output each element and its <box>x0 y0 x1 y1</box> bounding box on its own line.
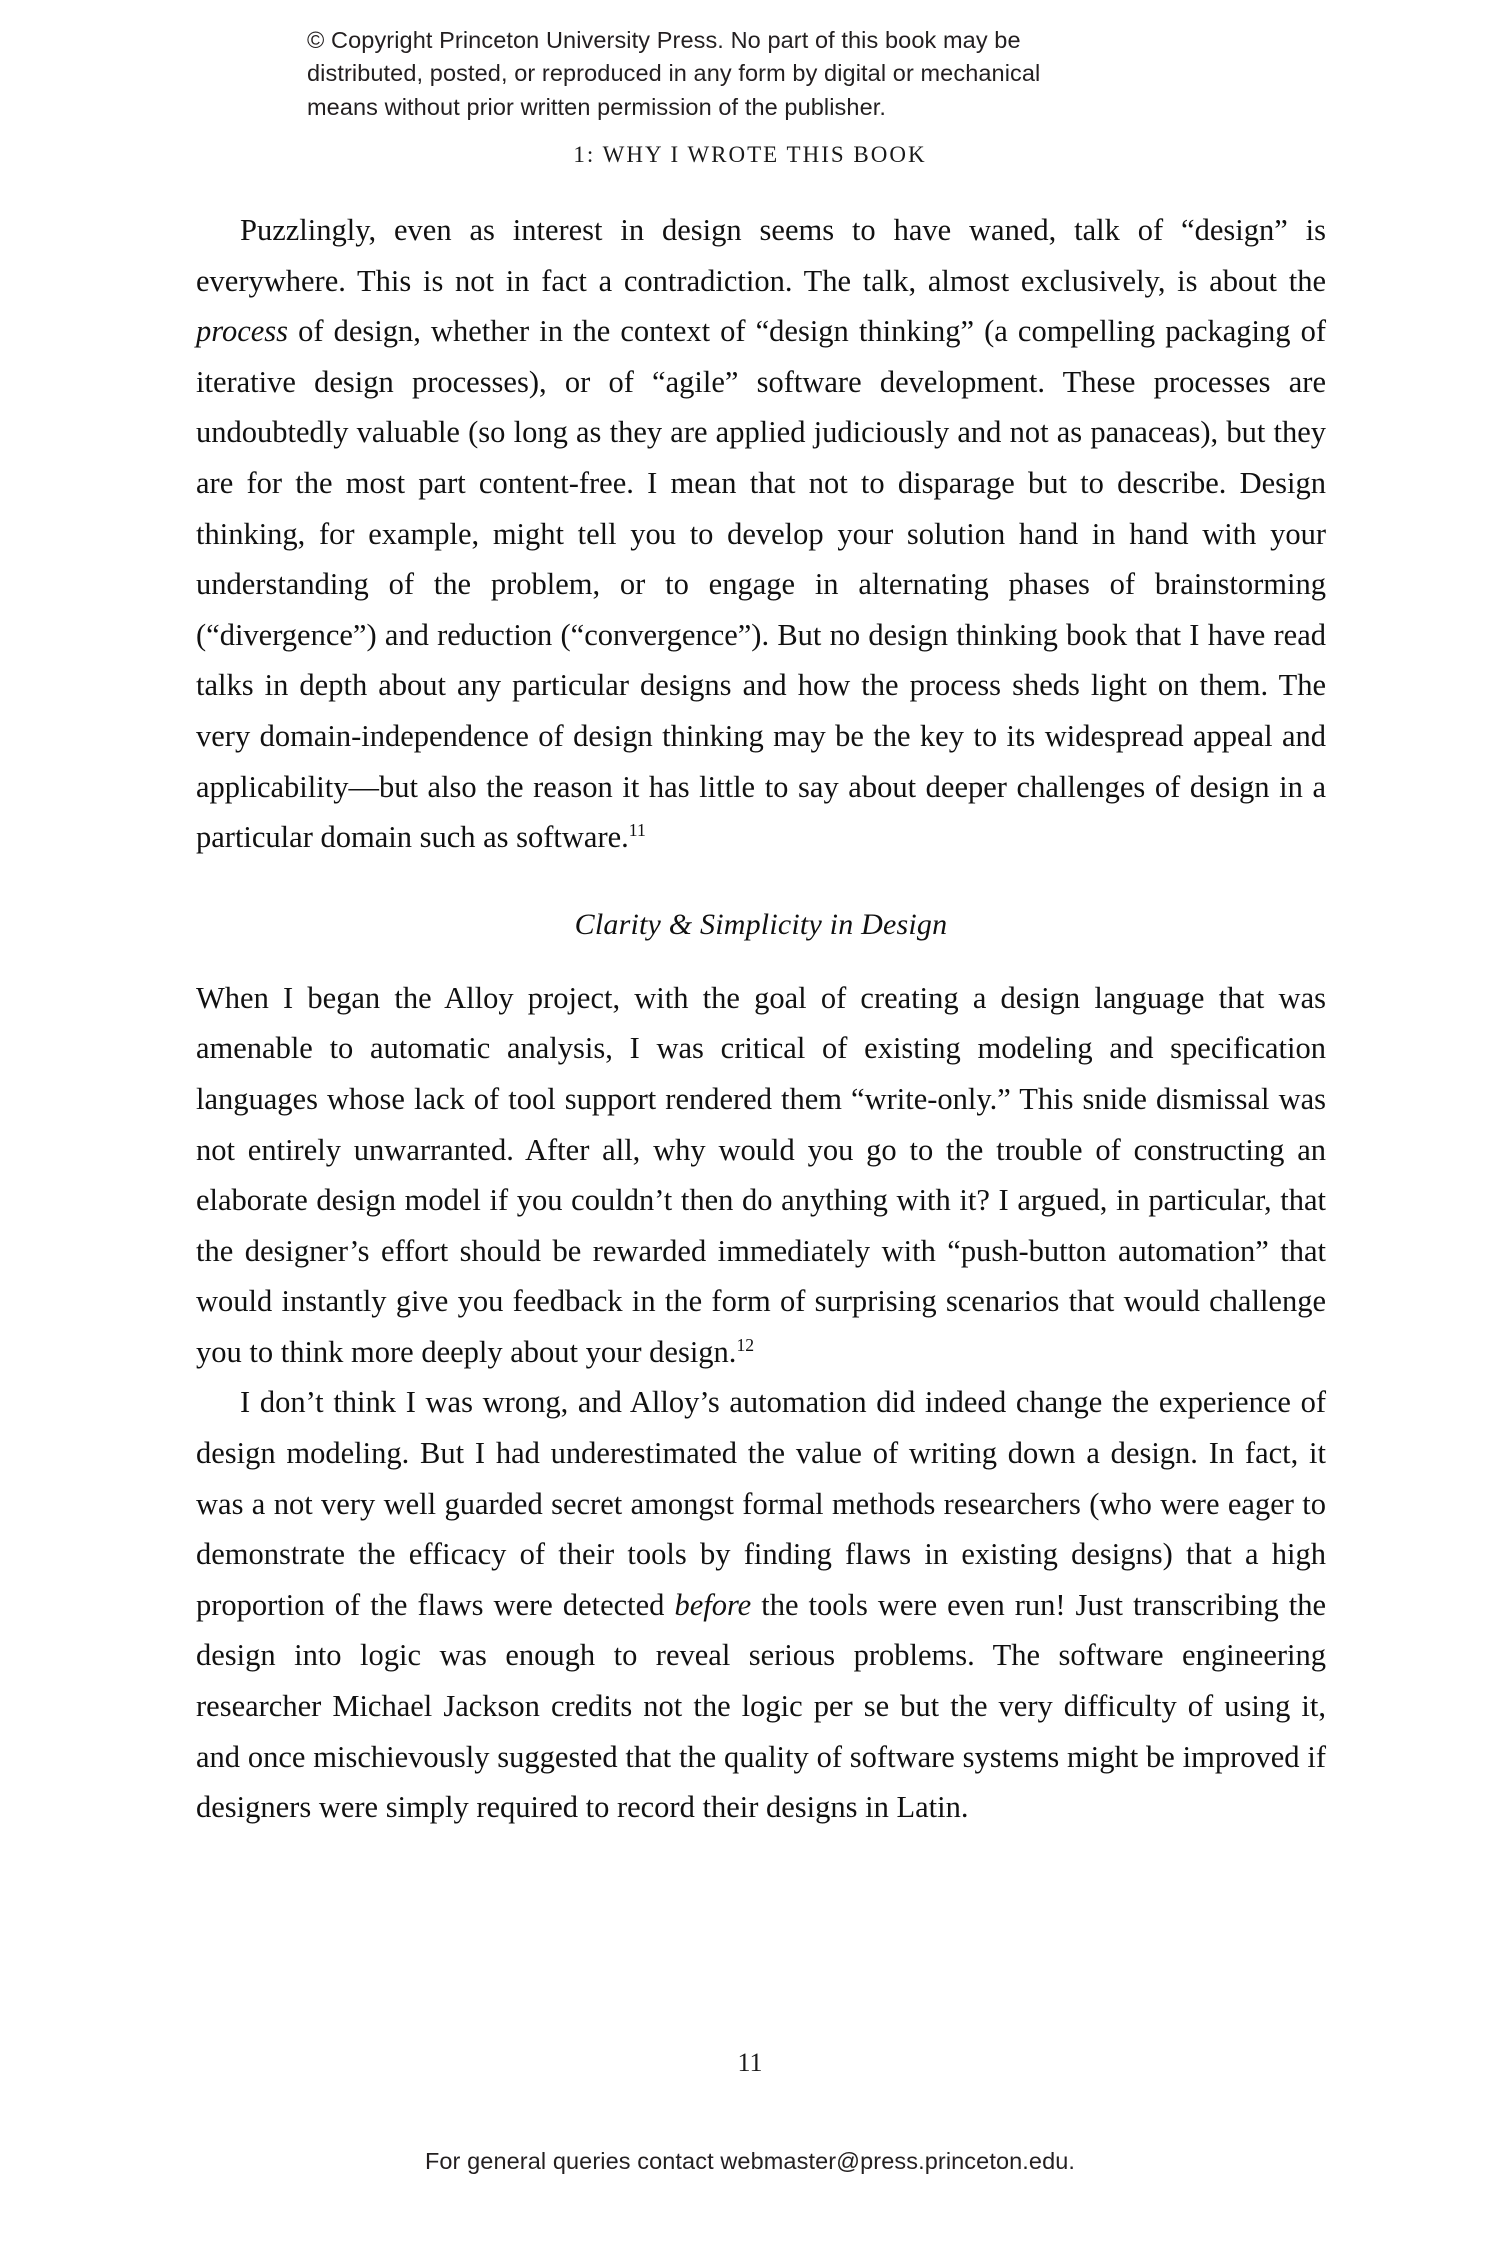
text-block <box>196 205 1326 1833</box>
paragraph-1-part-a: Puzzlingly, even as interest in design seems to have waned, talk of “design” is everywhere. This is not in fact a contradiction. The talk, almost exclusively, is about the <box>196 213 1326 298</box>
footnote-marker-12: 12 <box>736 1334 755 1355</box>
paragraph-1 <box>196 205 1326 863</box>
running-head: 1: WHY I WROTE THIS BOOK <box>573 142 927 167</box>
paragraph-1-emphasis: process <box>196 314 289 349</box>
paragraph-3 <box>196 1377 1326 1832</box>
spacer-after-heading <box>196 943 1326 973</box>
copyright-notice <box>307 24 1187 124</box>
copyright-line-1: © Copyright Princeton University Press. No part of this book may be <box>307 27 1021 53</box>
footer-queries-text: For general queries contact webmaster@press.princeton.edu. <box>424 2148 1076 2174</box>
paragraph-3-part-b: the tools were even run! Just transcribing the design into logic was enough to reveal serious problems. The software engineering researcher Michael Jackson credits not the logic per se but the very difficulty of using it, and once mischievously suggested that the quality of software systems might be improved if designers were simply required to record their designs in Latin. <box>196 1587 1326 1825</box>
footnote-marker-11: 11 <box>628 819 646 840</box>
paragraph-3-part-a: I don’t think I was wrong, and Alloy’s automation did indeed change the experience of design modeling. But I had underestimated the value of writing down a design. In fact, it was a not very well guarded secret amongst formal methods researchers (who were eager to demonstrate the efficacy of their tools by finding flaws in existing designs) that a high proportion of the flaws were detected <box>196 1385 1326 1622</box>
section-heading: Clarity & Simplicity in Design <box>574 907 948 941</box>
copyright-line-3: means without prior written permission of the publisher. <box>307 93 887 120</box>
paragraph-1-part-b: of design, whether in the context of “design thinking” (a compelling packaging of iterative design processes), or of “agile” software development. These processes are undoubtedly valuable (so long as they are applied judiciously and not as panaceas), but they are for the most part content-free. I mean that not to disparage but to describe. Design thinking, for example, might tell you to develop your solution hand in hand with your understanding of the problem, or to engage in alternating phases of brainstorming (“divergence”) and reduction (“convergence”). But no design thinking book that I have read talks in depth about any particular designs and how the process sheds light on them. The very domain-independence of design thinking may be the key to its widespread appeal and applicability—but also the reason it has little to say about deeper challenges of design in a particular domain such as software. <box>196 314 1326 855</box>
paragraph-2-text: When I began the Alloy project, with the goal of creating a design language that was amenable to automatic analysis, I was critical of existing modeling and specification languages whose lack of tool support rendered them “write-only.” This snide dismissal was not entirely unwarranted. After all, why would you go to the trouble of constructing an elaborate design model if you couldn’t then do anything with it? I argued, in particular, that the designer’s effort should be rewarded immediately with “push-button automation” that would instantly give you feedback in the form of surprising scenarios that would challenge you to think more deeply about your design. <box>196 980 1326 1369</box>
copyright-line-2: distributed, posted, or reproduced in any form by digital or mechanical <box>307 60 1041 87</box>
page-number: 11 <box>737 2048 763 2077</box>
paragraph-3-emphasis: before <box>674 1587 752 1622</box>
paragraph-2 <box>196 973 1326 1378</box>
spacer-before-heading <box>196 863 1326 907</box>
